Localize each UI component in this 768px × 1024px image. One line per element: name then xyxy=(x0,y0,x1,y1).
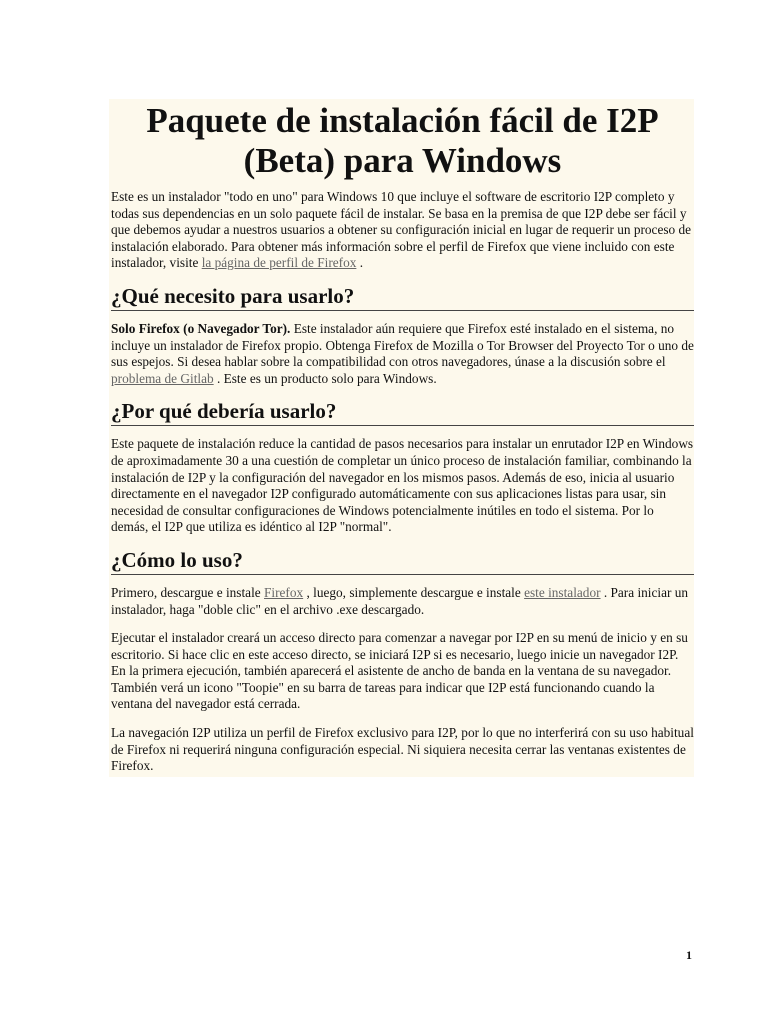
how-paragraph-2: Ejecutar el instalador creará un acceso directo para comenzar a navegar por I2P en su menú de inicio y en su escritorio. Si hace clic en este acceso directo, se iniciará I2P si es necesario, luego inicie un navegador I2P. En la primera ejecución, también aparecerá el asistente de ancho de banda en la ventana de su navegador. También verá un icono "Toopie" en su barra de tareas para indicar que I2P está funcionando cuando la ventana del navegador está cerrada. xyxy=(111,630,688,712)
section-heading-requirements: ¿Qué necesito para usarlo? xyxy=(111,284,694,311)
installer-link[interactable]: este instalador xyxy=(524,584,601,600)
intro-text: Este es un instalador "todo en uno" para Windows 10 que incluye el software de escritorio I2P completo y todas sus dependencias en un solo paquete fácil de instalar. Se basa en la premisa de que I2P debe ser fácil y que debemos ayudar a nuestros usuarios a obtener su configuración inicial en lugar de requerir un proceso de instalación elaborado. Para obtener más información sobre el perfil de Firefox que viene incluido con este instalador, visite xyxy=(111,189,692,271)
requirements-after: . Este es un producto solo para Windows. xyxy=(213,370,437,386)
requirements-text: Este instalador aún requiere que Firefox esté instalado en el sistema, no incluye un instalador de Firefox propio. Obtenga Firefox de Mozilla o Tor Browser del Proyecto Tor o uno de sus espejos. Si desea hablar sobre la compatibilidad con otros navegadores, únase a la discusión sobre el xyxy=(111,320,694,370)
requirements-paragraph xyxy=(111,321,694,387)
section-heading-how: ¿Cómo lo uso? xyxy=(111,548,694,575)
why-paragraph: Este paquete de instalación reduce la cantidad de pasos necesarios para instalar un enrutador I2P en Windows de aproximadamente 30 a una cuestión de completar un único proceso de instalación familiar, combinando la instalación de I2P y la configuración del navegador en los mismos pasos. Además de eso, inicia al usuario directamente en el navegador I2P configurado automáticamente con sus aplicaciones listas para usar, sin necesidad de consultar configuraciones de Windows potencialmente inútiles en todo el sistema. Por lo demás, el I2P que utiliza es idéntico al I2P "normal". xyxy=(111,436,694,535)
gitlab-issue-link[interactable]: problema de Gitlab xyxy=(111,370,214,386)
how-paragraph-3: La navegación I2P utiliza un perfil de Firefox exclusivo para I2P, por lo que no interferirá con su uso habitual de Firefox ni requerirá ninguna configuración especial. Ni siquiera necesita cerrar las ventanas existentes de Firefox. xyxy=(111,725,694,774)
how-p1-before: Primero, descargue e instale xyxy=(111,584,264,600)
firefox-link[interactable]: Firefox xyxy=(264,584,304,600)
firefox-profile-link[interactable]: la página de perfil de Firefox xyxy=(201,255,357,271)
requirements-bold: Solo Firefox (o Navegador Tor). xyxy=(111,320,291,336)
section-heading-why: ¿Por qué debería usarlo? xyxy=(111,399,694,426)
how-paragraph-1 xyxy=(111,585,694,618)
page-number: 1 xyxy=(686,948,692,962)
intro-after: . xyxy=(356,255,364,271)
how-p1-mid: , luego, simplemente descargue e instale xyxy=(303,584,525,600)
page-title: Paquete de instalación fácil de I2P (Beta) para Windows xyxy=(146,101,659,180)
how-p1-after: . Para iniciar un instalador, haga "doble clic" en el archivo .exe descargado. xyxy=(111,584,689,617)
document-body xyxy=(109,99,694,777)
intro-paragraph xyxy=(111,189,694,272)
